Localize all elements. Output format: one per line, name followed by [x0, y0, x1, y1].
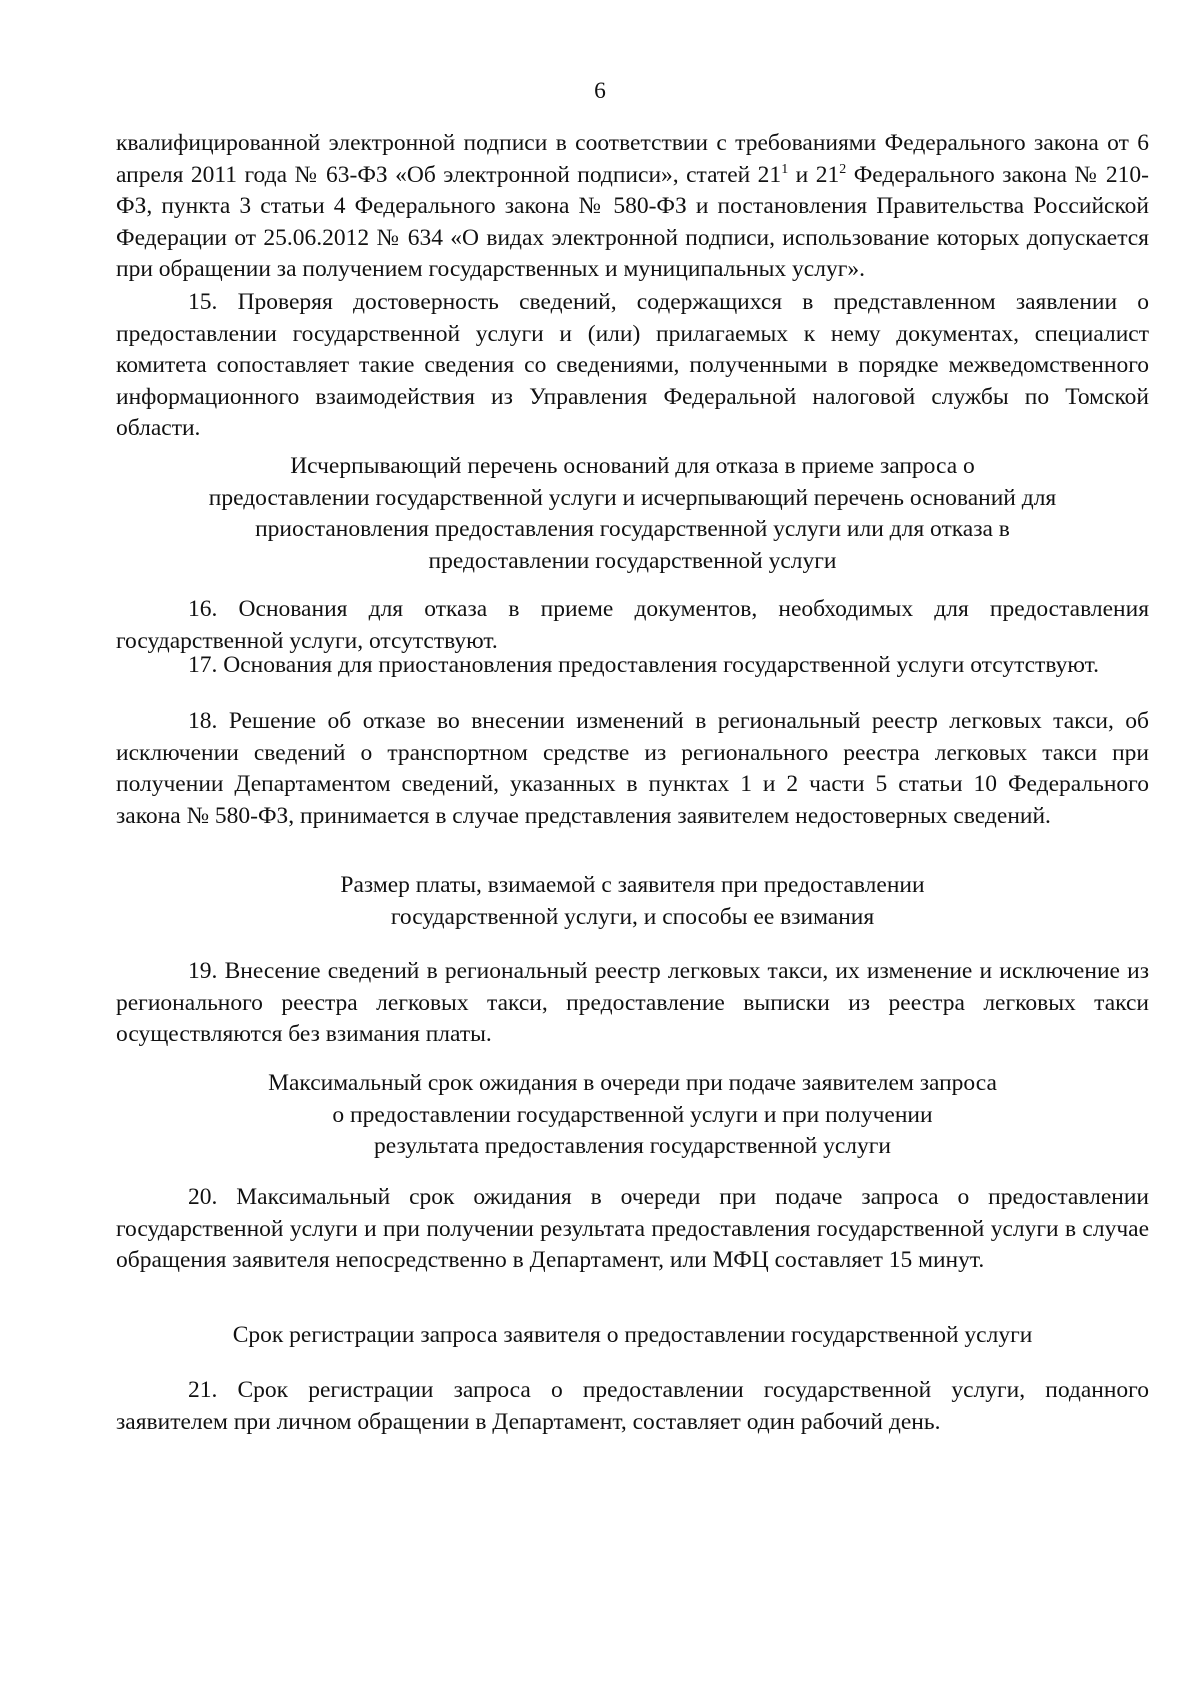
heading-line: государственной услуги, и способы ее взимания: [390, 903, 875, 930]
paragraph-15: [116, 287, 1149, 445]
text-run: Федерального закона № 210-ФЗ, пункта 3 статьи 4 Федерального закона № 580-ФЗ и постановления Правительства Российской Федерации от 25.06.2012 № 634 «О видах электронной подписи, использование которых допускается при обращении за получением государственных и муниципальных услуг».: [116, 161, 1149, 282]
paragraph-text: 17. Основания для приостановления предоставления государственной услуги отсутствуют.: [188, 652, 1099, 678]
heading-line: Срок регистрации запроса заявителя о предоставлении государственной услуги: [232, 1322, 1033, 1348]
paragraph-text: 19. Внесение сведений в региональный реестр легковых такси, их изменение и исключение из регионального реестра легковых такси, предоставление выписки из реестра легковых такси осуществляются без взимания платы.: [116, 958, 1149, 1047]
section-heading-refusal-grounds: [116, 451, 1149, 577]
heading-line: предоставлении государственной услуги: [428, 547, 837, 574]
paragraph-text: 16. Основания для отказа в приеме документов, необходимых для предоставления государственной услуги, отсутствуют.: [116, 596, 1149, 654]
paragraph-continuation: [116, 128, 1149, 286]
paragraph-text: [116, 128, 1149, 286]
paragraph-text: 18. Решение об отказе во внесении изменений в региональный реестр легковых такси, об исключении сведений о транспортном средстве из регионального реестра легковых такси при получении Департаментом сведений, указанных в пунктах 1 и 2 части 5 статьи 10 Федерального закона № 580-ФЗ, принимается в случае представления заявителем недостоверных сведений.: [116, 708, 1149, 829]
paragraph-21: [116, 1375, 1149, 1438]
page-number: 6: [594, 78, 606, 104]
heading-line: приостановления предоставления государственной услуги или для отказа в: [255, 516, 1010, 542]
paragraph-20: [116, 1182, 1149, 1277]
section-heading-registration-term: [116, 1320, 1149, 1352]
paragraph-19: [116, 956, 1149, 1051]
paragraph-16: [116, 594, 1149, 657]
text-run: и 21: [788, 161, 840, 188]
heading-line: Максимальный срок ожидания в очереди при подаче заявителем запроса: [268, 1070, 997, 1096]
heading-line: о предоставлении государственной услуги и при получении: [332, 1101, 933, 1128]
paragraph-text: 21. Срок регистрации запроса о предоставлении государственной услуги, поданного заявителем при личном обращении в Департамент, составляет один рабочий день.: [116, 1377, 1149, 1435]
paragraph-17: [116, 650, 1149, 682]
heading-line: Исчерпывающий перечень оснований для отказа в приеме запроса о: [290, 453, 975, 479]
text-run: квалифицированной электронной подписи в соответствии с требованиями Федерального закона от 6 апреля 2011 года № 63-ФЗ «Об электронной подписи», статей 21: [116, 130, 1149, 188]
superscript: 1: [781, 161, 789, 177]
heading-line: Размер платы, взимаемой с заявителя при предоставлении: [340, 872, 925, 898]
paragraph-text: 20. Максимальный срок ожидания в очереди при подаче запроса о предоставлении государственной услуги и при получении результата предоставления государственной услуги в случае обращения заявителя непосредственно в Департамент, или МФЦ составляет 15 минут.: [116, 1184, 1149, 1273]
heading-line: предоставлении государственной услуги и исчерпывающий перечень оснований для: [208, 484, 1057, 511]
heading-line: результата предоставления государственной услуги: [374, 1133, 891, 1159]
paragraph-18: [116, 706, 1149, 832]
superscript: 2: [839, 161, 847, 177]
section-heading-fee: [116, 870, 1149, 933]
paragraph-text: 15. Проверяя достоверность сведений, содержащихся в представленном заявлении о предоставлении государственной услуги и (или) прилагаемых к нему документах, специалист комитета сопоставляет такие сведения со сведениями, полученными в порядке межведомственного информационного взаимодействия из Управления Федеральной налоговой службы по Томской области.: [116, 289, 1149, 441]
section-heading-waiting-time: [116, 1068, 1149, 1163]
